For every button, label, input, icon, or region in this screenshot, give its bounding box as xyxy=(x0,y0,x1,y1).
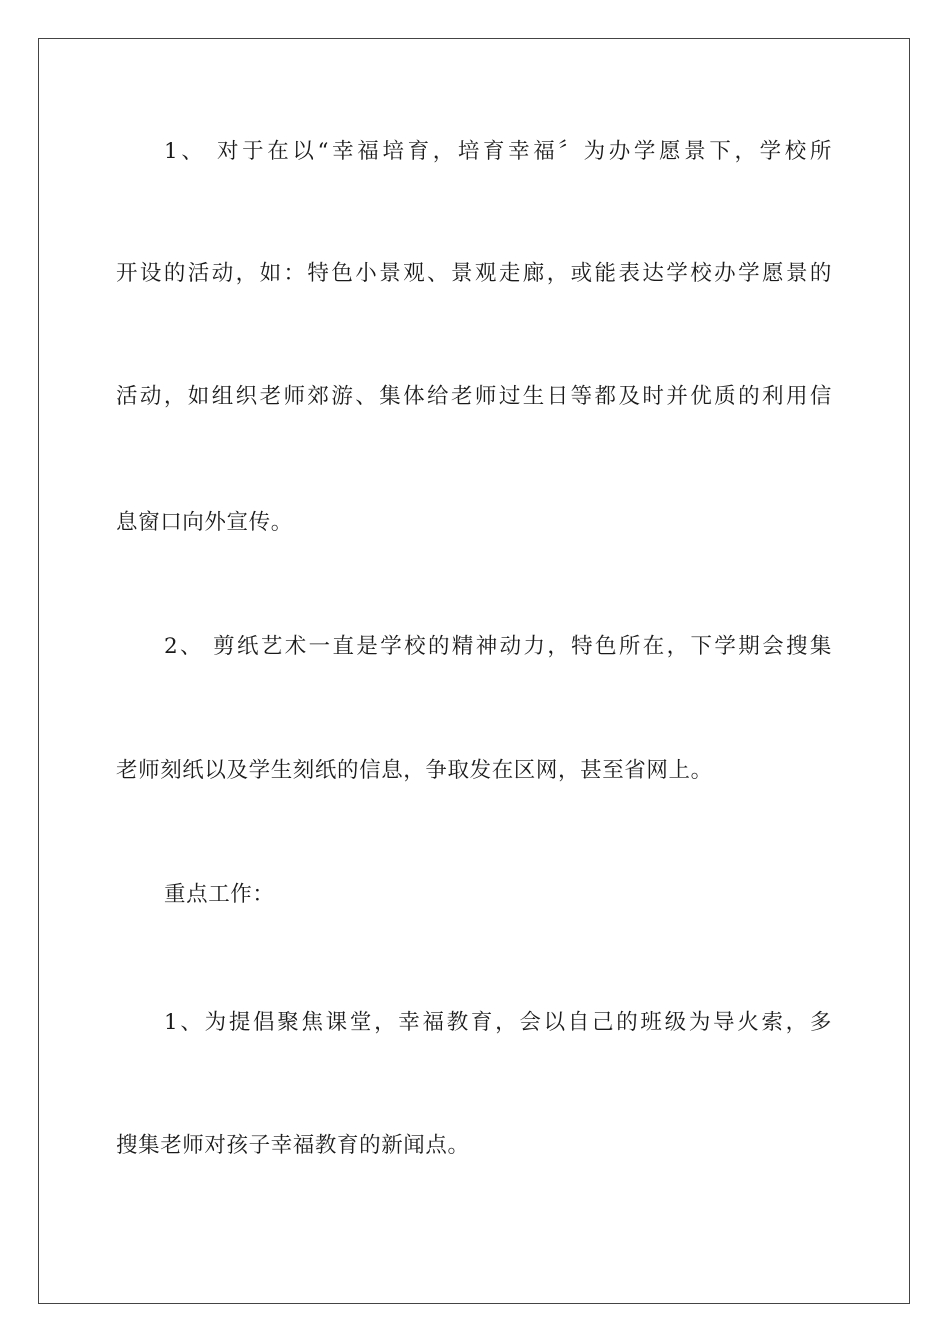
page-border xyxy=(38,38,910,1304)
paragraph-3-line-2: 搜集老师对孩子幸福教育的新闻点。 xyxy=(116,1133,470,1158)
paragraph-1-line-4: 息窗口向外宣传。 xyxy=(116,510,293,535)
paragraph-1-line-1: 1、 对于在以“幸福培育，培育幸福〞为办学愿景下，学校所 xyxy=(164,139,832,164)
paragraph-1-line-2: 开设的活动，如：特色小景观、景观走廊，或能表达学校办学愿景的 xyxy=(116,261,832,286)
paragraph-2-line-1: 2、 剪纸艺术一直是学校的精神动力，特色所在，下学期会搜集 xyxy=(164,634,832,659)
paragraph-2-line-2: 老师刻纸以及学生刻纸的信息，争取发在区网，甚至省网上。 xyxy=(116,758,713,783)
paragraph-1-line-3: 活动，如组织老师郊游、集体给老师过生日等都及时并优质的利用信 xyxy=(116,384,832,409)
section-heading: 重点工作： xyxy=(164,882,275,907)
paragraph-3-line-1: 1、为提倡聚焦课堂，幸福教育，会以自己的班级为导火索，多 xyxy=(164,1010,832,1035)
